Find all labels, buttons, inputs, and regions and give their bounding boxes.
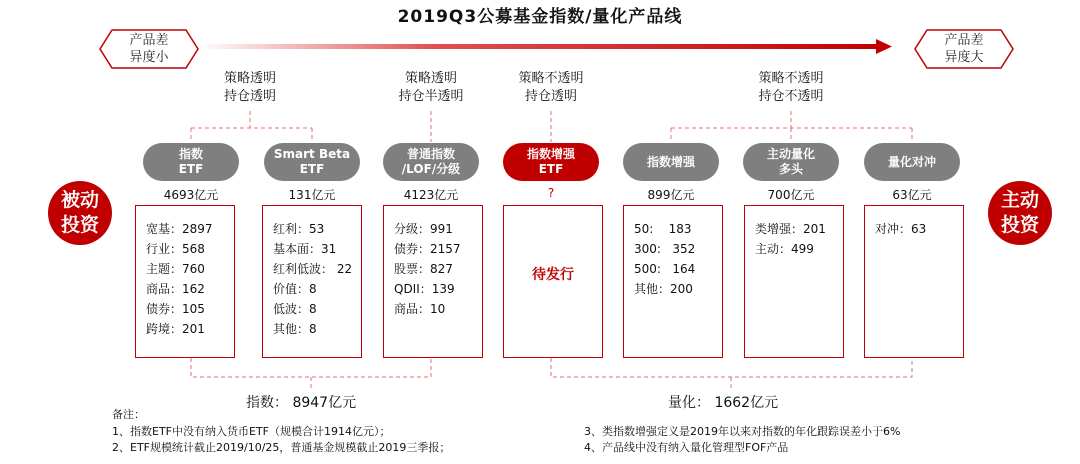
product-5-name1: 指数增强 [646, 154, 695, 169]
list-item: 对冲：63 [875, 222, 927, 236]
product-3-name1: 普通指数 [406, 147, 455, 161]
notes-header: 备注： [112, 408, 145, 421]
active-line1: 主动 [1000, 189, 1039, 211]
strategy-4-line2: 持仓不透明 [758, 89, 824, 104]
pending-issue-label: 待发行 [532, 267, 574, 283]
strategy-label-4 [731, 70, 851, 106]
list-item: 基本面：31 [273, 242, 337, 256]
product-6-size: 700亿元 [767, 188, 815, 202]
product-1-box [135, 205, 235, 358]
passive-line2: 投资 [60, 214, 99, 236]
list-item: 行业：568 [146, 242, 205, 256]
strategy-1-line1: 策略透明 [223, 71, 276, 86]
product-5-size: 899亿元 [647, 188, 695, 202]
product-1-size: 4693亿元 [163, 188, 219, 202]
product-1-name2: ETF [178, 162, 204, 176]
product-2-name1: Smart Beta [273, 147, 351, 161]
right-spectrum-label [927, 32, 1001, 66]
product-4-name1: 指数增强 [526, 147, 575, 161]
product-6-box [744, 205, 844, 358]
page-title: 2019Q3公募基金指数/量化产品线 [397, 7, 683, 27]
product-2-name2: ETF [299, 162, 325, 176]
note-3: 3、类指数增强定义是2019年以来对指数的年化跟踪误差小于6% [584, 425, 901, 438]
list-item: 债券：105 [146, 302, 205, 316]
product-2-box [262, 205, 362, 358]
index-total: 指数： 8947亿元 [246, 395, 357, 411]
list-item: 商品：10 [394, 302, 446, 316]
list-item: 价值：8 [273, 282, 317, 296]
passive-line1: 被动 [60, 189, 99, 211]
product-3-size: 4123亿元 [403, 188, 459, 202]
strategy-connectors [191, 111, 912, 142]
list-item: QDII：139 [394, 282, 455, 296]
product-6-name2: 多头 [778, 162, 803, 176]
product-pill-ordinary-index [383, 143, 479, 181]
list-item: 商品：162 [146, 282, 205, 296]
list-item: 其他：8 [273, 322, 317, 336]
list-item: 分级：991 [394, 222, 453, 236]
list-item: 低波：8 [273, 302, 317, 316]
list-item: 股票：827 [394, 262, 453, 276]
product-pill-active-quant-long [743, 143, 839, 181]
list-item: 主动：499 [755, 242, 814, 256]
spectrum-arrowhead [876, 39, 892, 54]
list-item: 类增强：201 [755, 222, 826, 236]
product-3-box [383, 205, 483, 358]
strategy-label-3 [491, 70, 611, 106]
left-spectrum-label-line1: 产品差 [129, 33, 169, 48]
note-4: 4、产品线中没有纳入量化管理型FOF产品 [584, 441, 789, 454]
right-spectrum-label-line1: 产品差 [944, 33, 984, 48]
strategy-3-line1: 策略不透明 [518, 71, 584, 86]
left-spectrum-label [112, 32, 186, 66]
spectrum-arrow-shaft [198, 44, 878, 49]
strategy-3-line2: 持仓透明 [524, 89, 577, 104]
product-5-box [623, 205, 723, 358]
product-4-size: ? [547, 186, 555, 200]
product-7-box [864, 205, 964, 358]
product-4-box [503, 205, 603, 358]
product-pill-index-etf [143, 143, 239, 181]
product-pill-smart-beta-etf [264, 143, 360, 181]
list-item: 500: 164 [634, 262, 696, 276]
strategy-label-1 [190, 70, 310, 106]
strategy-4-line1: 策略不透明 [758, 71, 824, 86]
strategy-1-line2: 持仓透明 [223, 89, 276, 104]
product-6-name1: 主动量化 [766, 147, 815, 161]
list-item: 红利：53 [273, 222, 325, 236]
list-item: 其他：200 [634, 282, 693, 296]
passive-investment-badge [48, 181, 112, 245]
product-pill-quant-hedge [864, 143, 960, 181]
total-brackets [191, 358, 912, 390]
quant-total: 量化： 1662亿元 [668, 395, 779, 411]
strategy-label-2 [371, 70, 491, 106]
list-item: 50: 183 [634, 222, 692, 236]
active-investment-badge [988, 181, 1052, 245]
list-item: 主题：760 [146, 262, 205, 276]
product-7-size: 63亿元 [892, 188, 932, 202]
strategy-2-line1: 策略透明 [404, 71, 457, 86]
product-1-name1: 指数 [178, 147, 203, 161]
note-2: 2、ETF规模统计截止2019/10/25，普通基金规模截止2019三季报； [112, 441, 451, 454]
note-1: 1、指数ETF中没有纳入货币ETF（规模合计1914亿元）； [112, 425, 391, 438]
list-item: 债券：2157 [394, 242, 461, 256]
strategy-2-line2: 持仓半透明 [398, 89, 464, 104]
product-pill-enhanced-index [623, 143, 719, 181]
product-2-size: 131亿元 [288, 188, 336, 202]
product-4-name2: ETF [538, 162, 564, 176]
left-spectrum-label-line2: 异度小 [129, 50, 169, 65]
product-3-name2: /LOF/分级 [401, 162, 461, 176]
product-7-name1: 量化对冲 [887, 154, 936, 169]
active-line2: 投资 [1000, 214, 1039, 236]
product-pill-enhanced-index-etf [503, 143, 599, 181]
right-spectrum-label-line2: 异度大 [944, 50, 984, 65]
list-item: 宽基：2897 [146, 222, 213, 236]
list-item: 300: 352 [634, 242, 696, 256]
list-item: 跨境：201 [146, 322, 205, 336]
list-item: 红利低波： 22 [273, 262, 353, 276]
